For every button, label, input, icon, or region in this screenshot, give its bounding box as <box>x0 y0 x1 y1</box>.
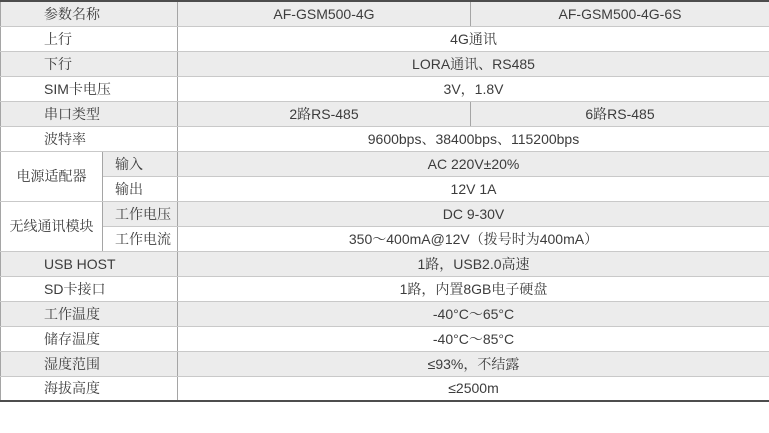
humidity-value: ≤93%，不结露 <box>178 351 769 376</box>
working-temp-value: -40°C～65°C <box>178 301 769 326</box>
working-current-label: 工作电流 <box>103 226 178 251</box>
wireless-module-group-label: 无线通讯模块 <box>1 201 103 251</box>
working-voltage-value: DC 9-30V <box>178 201 769 226</box>
baud-rate-label: 波特率 <box>1 126 178 151</box>
table-row <box>1 226 769 251</box>
humidity-label: 湿度范围 <box>1 351 178 376</box>
serial-type-value-b: 6路RS-485 <box>471 101 769 126</box>
table-row <box>1 176 769 201</box>
table-row <box>1 1 769 26</box>
param-name-header: 参数名称 <box>1 1 178 26</box>
uplink-label: 上行 <box>1 26 178 51</box>
model-b-header: AF-GSM500-4G-6S <box>471 1 769 26</box>
usb-host-label: USB HOST <box>1 251 178 276</box>
storage-temp-value: -40°C～85°C <box>178 326 769 351</box>
sim-voltage-value: 3V，1.8V <box>178 76 769 101</box>
downlink-label: 下行 <box>1 51 178 76</box>
storage-temp-label: 储存温度 <box>1 326 178 351</box>
power-adapter-group-label: 电源适配器 <box>1 151 103 201</box>
working-current-value: 350～400mA@12V（拨号时为400mA） <box>178 226 769 251</box>
uplink-value: 4G通讯 <box>178 26 769 51</box>
serial-type-label: 串口类型 <box>1 101 178 126</box>
power-output-value: 12V 1A <box>178 176 769 201</box>
power-input-value: AC 220V±20% <box>178 151 769 176</box>
table-row <box>1 276 769 301</box>
downlink-value: LORA通讯、RS485 <box>178 51 769 76</box>
table-row <box>1 251 769 276</box>
table-row <box>1 76 769 101</box>
table-row <box>1 351 769 376</box>
table-row <box>1 101 769 126</box>
sd-card-label: SD卡接口 <box>1 276 178 301</box>
altitude-value: ≤2500m <box>178 376 769 401</box>
table-row <box>1 51 769 76</box>
serial-type-value-a: 2路RS-485 <box>178 101 471 126</box>
working-voltage-label: 工作电压 <box>103 201 178 226</box>
table-row <box>1 326 769 351</box>
power-output-label: 输出 <box>103 176 178 201</box>
sim-voltage-label: SIM卡电压 <box>1 76 178 101</box>
table-row <box>1 376 769 401</box>
usb-host-value: 1路，USB2.0高速 <box>178 251 769 276</box>
table-row <box>1 151 769 176</box>
table-row <box>1 26 769 51</box>
altitude-label: 海拔高度 <box>1 376 178 401</box>
table-row <box>1 301 769 326</box>
power-input-label: 输入 <box>103 151 178 176</box>
table-row <box>1 201 769 226</box>
working-temp-label: 工作温度 <box>1 301 178 326</box>
model-a-header: AF-GSM500-4G <box>178 1 471 26</box>
sd-card-value: 1路，内置8GB电子硬盘 <box>178 276 769 301</box>
table-row <box>1 126 769 151</box>
baud-rate-value: 9600bps、38400bps、115200bps <box>178 126 769 151</box>
